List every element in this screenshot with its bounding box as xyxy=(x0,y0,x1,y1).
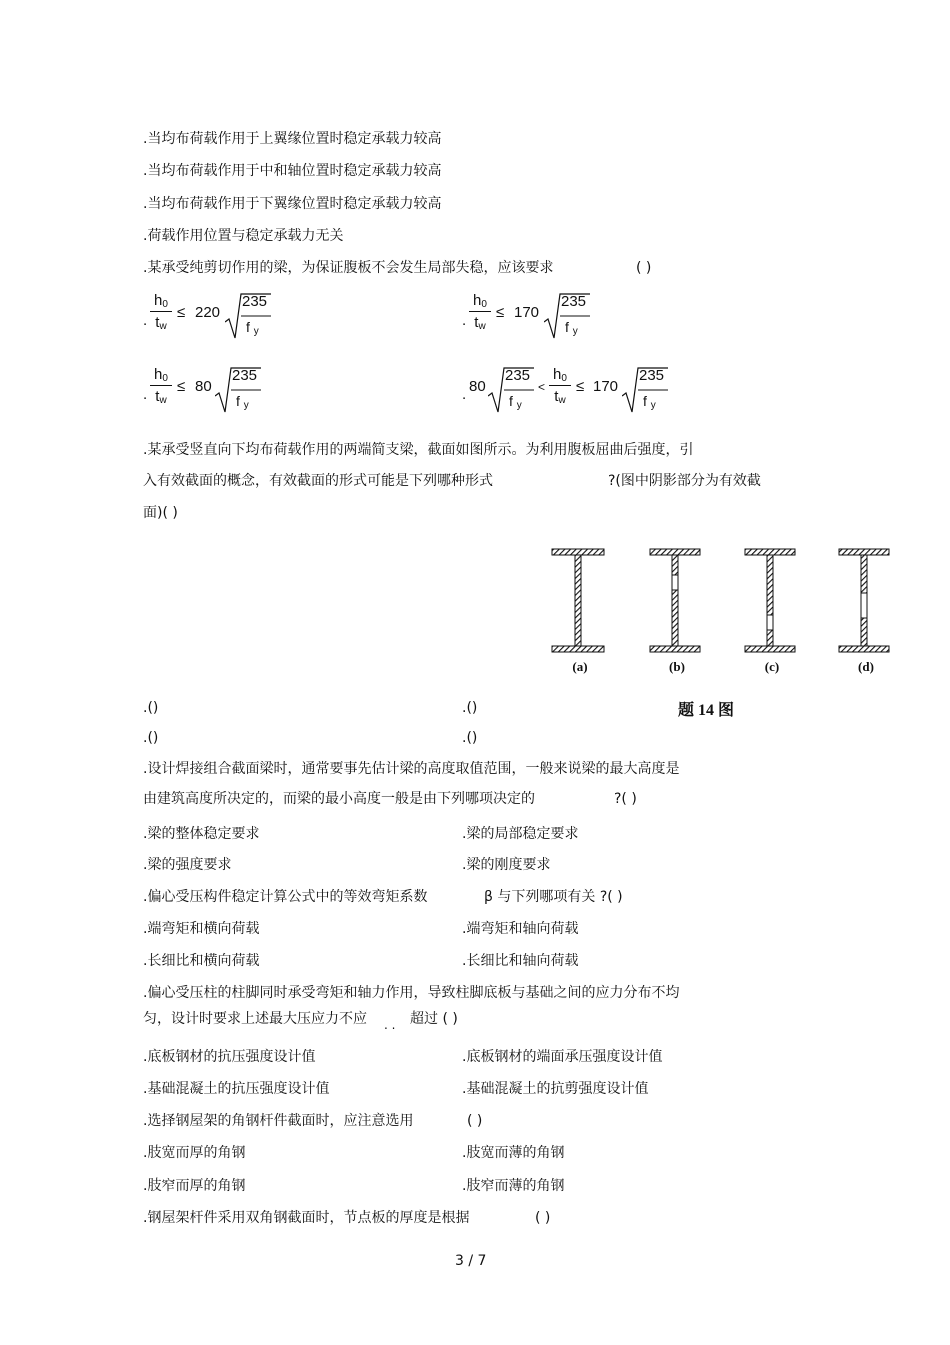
option-c: .梁的强度要求 xyxy=(143,857,232,873)
sqrt-radical: 235 f $_y$ xyxy=(225,292,273,340)
option-d: .基础混凝土的抗剪强度设计值 xyxy=(462,1081,649,1097)
answer-paren: ( ) xyxy=(636,260,652,276)
option-c: .() xyxy=(143,730,159,746)
option-d: .梁的刚度要求 xyxy=(462,857,551,873)
i-section-figure xyxy=(545,540,900,680)
label-b: (b) xyxy=(669,659,685,674)
label-c: (c) xyxy=(764,659,780,674)
question-angle-steel: .选择钢屋架的角钢杆件截面时，应注意选用 xyxy=(143,1113,414,1129)
option-b: .端弯矩和轴向荷载 xyxy=(462,921,579,937)
label-d: (d) xyxy=(858,659,874,674)
option-a: .端弯矩和横向荷载 xyxy=(143,921,260,937)
sqrt-radical: 235 f $_y$ xyxy=(622,366,670,414)
label-a: (a) xyxy=(572,659,588,674)
option-b: .梁的局部稳定要求 xyxy=(462,826,579,842)
option-a: .梁的整体稳定要求 xyxy=(143,826,260,842)
section-c xyxy=(745,549,795,652)
figure-caption: 题 14 图 xyxy=(678,702,735,719)
question-moment-coefficient: .偏心受压构件稳定计算公式中的等效弯矩系数 xyxy=(143,889,428,905)
question-shear-beam: .某承受纯剪切作用的梁，为保证腹板不会发生局部失稳，应该要求 xyxy=(143,260,554,276)
option-d: .肢窄而薄的角钢 xyxy=(462,1178,565,1194)
page-number: 3 / 7 xyxy=(455,1253,487,1269)
emphasis-dots: . . xyxy=(384,1018,396,1032)
sqrt-radical: 235 f $_y$ xyxy=(544,292,592,340)
option-line-3: .当均布荷载作用于下翼缘位置时稳定承载力较高 xyxy=(143,196,442,212)
option-a: .() xyxy=(143,700,159,716)
formula-option-d: . 80 235 f $_y$ < $\frac{h_0}{t_w}$ ≤ 170 235 f $_y$ xyxy=(462,366,682,414)
option-d: .() xyxy=(462,730,478,746)
section-a xyxy=(552,549,604,652)
option-b: .肢宽而薄的角钢 xyxy=(462,1145,565,1161)
answer-paren: ( ) xyxy=(535,1210,551,1226)
option-b: .() xyxy=(462,700,478,716)
option-c: .长细比和横向荷载 xyxy=(143,953,260,969)
option-d: .长细比和轴向荷载 xyxy=(462,953,579,969)
question-gusset-plate: .钢屋架杆件采用双角钢截面时，节点板的厚度是根据 xyxy=(143,1210,470,1226)
formula-option-b: . $\frac{h_0}{t_w}$ ≤ 170 235 f $_y$ xyxy=(462,292,602,340)
question-effective-section-line2b: ?(图中阴影部分为有效截 xyxy=(608,473,761,489)
answer-paren: ( ) xyxy=(467,1113,483,1129)
section-b xyxy=(650,549,700,652)
question-column-base-line2b: 超过 ( ) xyxy=(410,1011,458,1027)
question-beam-height-line1: .设计焊接组合截面梁时，通常要事先估计梁的高度取值范围，一般来说梁的最大高度是 xyxy=(143,761,680,777)
answer-paren: ?( ) xyxy=(614,791,637,807)
option-line-2: .当均布荷载作用于中和轴位置时稳定承载力较高 xyxy=(143,163,442,179)
sqrt-radical: 235 f $_y$ xyxy=(488,366,536,414)
option-a: .肢宽而厚的角钢 xyxy=(143,1145,246,1161)
option-c: .基础混凝土的抗压强度设计值 xyxy=(143,1081,330,1097)
question-effective-section-line2: 入有效截面的概念，有效截面的形式可能是下列哪种形式 xyxy=(143,473,493,489)
option-a: .底板钢材的抗压强度设计值 xyxy=(143,1049,316,1065)
section-d xyxy=(839,549,889,652)
formula-option-c: . $\frac{h_0}{t_w}$ ≤ 80 235 f $_y$ xyxy=(143,366,283,414)
question-column-base-line2: 匀，设计时要求上述最大压应力不应 xyxy=(143,1011,367,1027)
question-column-base-line1: .偏心受压柱的柱脚同时承受弯矩和轴力作用，导致柱脚底板与基础之间的应力分布不均 xyxy=(143,985,680,1001)
question-effective-section-line3: 面)( ) xyxy=(143,505,178,521)
option-line-1: .当均布荷载作用于上翼缘位置时稳定承载力较高 xyxy=(143,131,442,147)
option-line-4: .荷载作用位置与稳定承载力无关 xyxy=(143,228,344,244)
question-effective-section-line1: .某承受竖直向下均布荷载作用的两端简支梁，截面如图所示。为利用腹板屈曲后强度，引 xyxy=(143,442,694,458)
question-moment-coefficient-b: β 与下列哪项有关 ?( ) xyxy=(484,889,623,905)
option-b: .底板钢材的端面承压强度设计值 xyxy=(462,1049,663,1065)
formula-option-a: . $\frac{h_0}{t_w}$ ≤ 220 235 f $_y$ xyxy=(143,292,283,340)
sqrt-radical: 235 f $_y$ xyxy=(215,366,263,414)
option-c: .肢窄而厚的角钢 xyxy=(143,1178,246,1194)
question-beam-height-line2: 由建筑高度所决定的，而梁的最小高度一般是由下列哪项决定的 xyxy=(143,791,535,807)
